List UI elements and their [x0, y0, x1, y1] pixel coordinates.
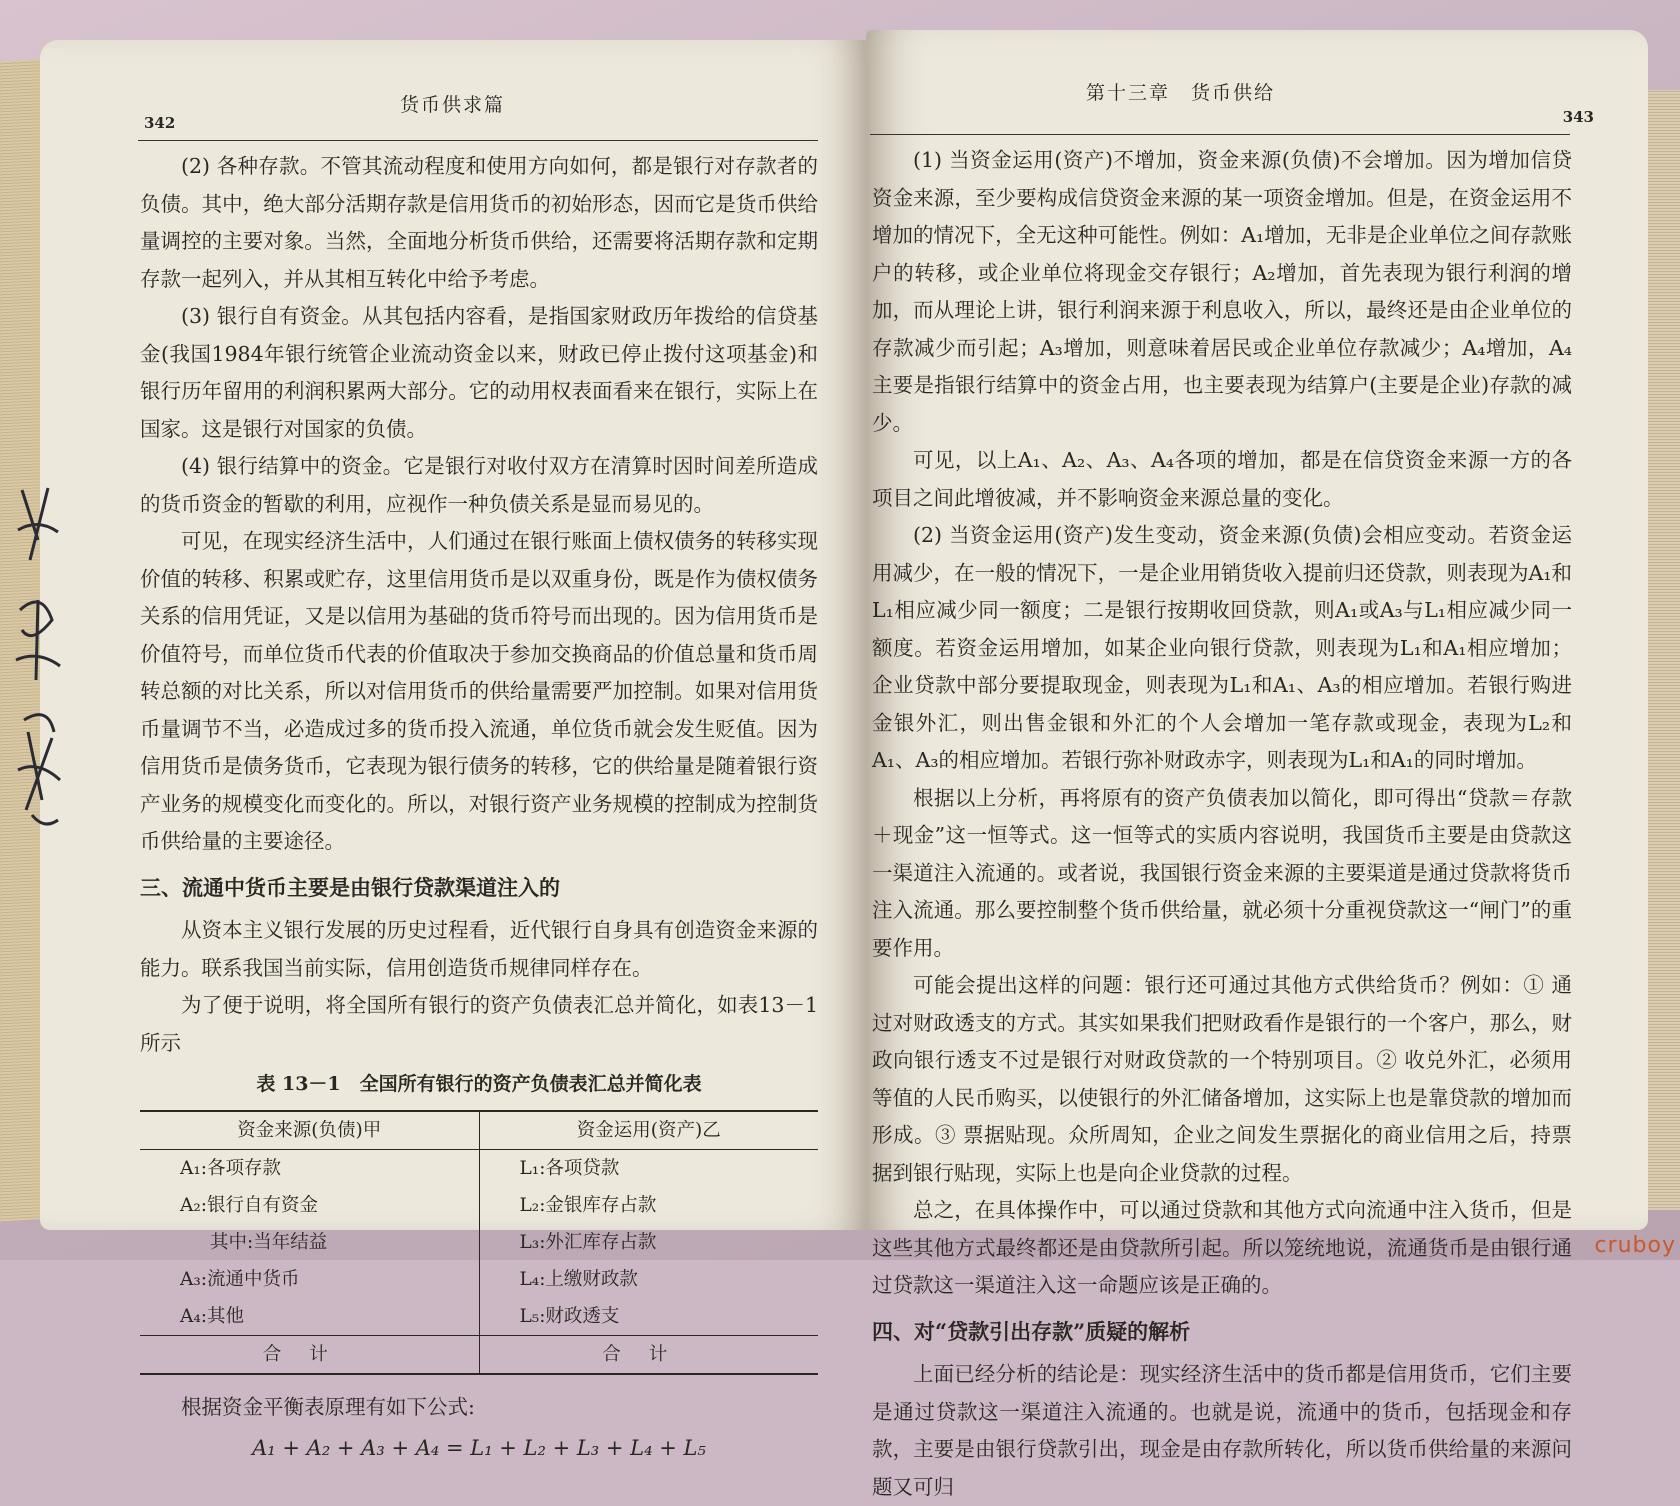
- section-heading: 三、流通中货币主要是由银行贷款渠道注入的: [140, 874, 560, 900]
- table-total-row: [140, 1335, 818, 1374]
- column-header-assets: 资金运用(资产)乙: [479, 1111, 818, 1150]
- left-page-number: 342: [144, 114, 176, 132]
- handwritten-signature: [8, 470, 68, 850]
- paragraph: 总之，在具体操作中，可以通过贷款和其他方式向流通中注入货币，但是这些其他方式最终都还是由贷款所引起。所以笼统地说，流通货币是由银行通过贷款这一渠道注入这一命题应该是正确的。: [872, 1198, 1572, 1297]
- right-running-head: 第十三章 货币供给: [1086, 82, 1276, 104]
- paragraph: (2) 当资金运用(资产)发生变动，资金来源(负债)会相应变动。若资金运用减少，在一般的情况下，一是企业用销货收入提前归还贷款，则表现为A₁和L₁相应减少同一额度；二是银行按期收回贷款，则A₁或A₃与L₁相应减少同一额度。若资金运用增加，如某企业向银行贷款，则表现为L₁和A₁相应增加；企业贷款中部分要提取现金，则表现为L₁和A₁、A₃的相应增加。若银行购进金银外汇，则出售金银和外汇的个人会增加一笔存款或现金，表现为L₂和A₁、A₃的相应增加。若银行弥补财政赤字，则表现为L₁和A₁的同时增加。: [872, 523, 1572, 772]
- right-page-number: 343: [1562, 108, 1594, 126]
- table-cell: A₃:流通中货币: [140, 1261, 479, 1298]
- table-row: [140, 1224, 818, 1261]
- table-caption: 表 13－1 全国所有银行的资产负债表汇总并简化表: [256, 1073, 702, 1095]
- table-cell: L₂:金银库存占款: [519, 1194, 657, 1216]
- table-cell: A₄:其他: [140, 1298, 479, 1336]
- paragraph: 从资本主义银行发展的历史过程看，近代银行自身具有创造资金来源的能力。联系我国当前实际，信用创造货币规律同样存在。: [140, 918, 818, 980]
- paragraph: (1) 当资金运用(资产)不增加，资金来源(负债)不会增加。因为增加信贷资金来源，至少要构成信贷资金来源的某一项资金增加。但是，在资金运用不增加的情况下，全无这种可能性。例如：A₁增加，无非是企业单位之间存款账户的转移，或企业单位将现金交存银行；A₂增加，首先表现为银行利润的增加，而从理论上讲，银行利润来源于利息收入，所以，最终还是由企业单位的存款减少而引起；A₃增加，则意味着居民或企业单位存款减少；A₄增加，A₄主要是指银行结算中的资金占用，也主要表现为结算户(主要是企业)存款的减少。: [872, 148, 1572, 435]
- paragraph: 为了便于说明，将全国所有银行的资产负债表汇总并简化，如表13－1所示: [140, 993, 818, 1055]
- paragraph: 可见，在现实经济生活中，人们通过在银行账面上债权债务的转移实现价值的转移、积累或贮存，这里信用货币是以双重身份，既是作为债权债务关系的信用凭证，又是以信用为基础的货币符号而出现的。因为信用货币是价值符号，而单位货币代表的价值取决于参加交换商品的价值总量和货币周转总额的对比关系，所以对信用货币的供给量需要严加控制。如果对信用货币量调节不当，必造成过多的货币投入流通，单位货币就会发生贬值。因为信用货币是债务货币，它表现为银行债务的转移，它的供给量是随着银行资产业务的规模变化而变化的。所以，对银行资产业务规模的控制成为控制货币供给量的主要途径。: [140, 529, 818, 853]
- balance-sheet-table: [140, 1110, 818, 1375]
- paragraph: 可能会提出这样的问题：银行还可通过其他方式供给货币？例如：① 通过对财政透支的方式。其实如果我们把财政看作是银行的一个客户，那么，财政向银行透支不过是银行对财政贷款的一个特别项目。② 收兑外汇，必须用等值的人民币购买，以使银行的外汇储备增加，这实际上也是靠贷款的增加而形成。③ 票据贴现。众所周知，企业之间发生票据化的商业信用之后，持票据到银行贴现，实际上也是向企业贷款的过程。: [872, 973, 1572, 1185]
- left-header-rule: [138, 140, 818, 141]
- table-cell: L₅:财政透支: [519, 1305, 620, 1327]
- paragraph: (4) 银行结算中的资金。它是银行对收付双方在清算时因时间差所造成的货币资金的暂歇的利用，应视作一种负债关系是显而易见的。: [140, 454, 818, 516]
- table-row: [140, 1187, 818, 1224]
- paragraph: 上面已经分析的结论是：现实经济生活中的货币都是信用货币，它们主要是通过贷款这一渠道注入流通的。也就是说，流通中的货币，包括现金和存款，主要是由银行贷款引出，现金是由存款所转化，所以货币供给量的来源问题又可归: [872, 1362, 1572, 1499]
- total-cell-left: 合计: [140, 1335, 479, 1374]
- table-row: [140, 1261, 818, 1298]
- table-cell: L₃:外汇库存占款: [519, 1231, 657, 1253]
- table-cell: L₁:各项贷款: [519, 1157, 620, 1179]
- section-heading: 四、对“贷款引出存款”质疑的解析: [872, 1318, 1191, 1344]
- paragraph: (3) 银行自有资金。从其包括内容看，是指国家财政历年拨给的信贷基金(我国1984年银行统管企业流动资金以来，财政已停止拨付这项基金)和银行历年留用的利润积累两大部分。它的动用权表面看来在银行，实际上在国家。这是银行对国家的负债。: [140, 304, 818, 441]
- left-page: [40, 40, 870, 1460]
- table-cell: L₄:上缴财政款: [519, 1268, 638, 1290]
- table-row: [140, 1149, 818, 1187]
- table-row: [140, 1298, 818, 1336]
- paragraph: (2) 各种存款。不管其流动程度和使用方向如何，都是银行对存款者的负债。其中，绝大部分活期存款是信用货币的初始形态，因而它是货币供给量调控的主要对象。当然，全面地分析货币供给，还需要将活期存款和定期存款一起列入，并从其相互转化中给予考虑。: [140, 154, 818, 291]
- right-body: [872, 142, 1572, 1506]
- balance-formula: A₁ + A₂ + A₃ + A₄ = L₁ + L₂ + L₃ + L₄ + L₅: [252, 1436, 706, 1460]
- formula-intro: 根据资金平衡表原理有如下公式:: [181, 1394, 475, 1419]
- total-cell-right: 合计: [479, 1335, 818, 1374]
- left-running-head: 货币供求篇: [400, 94, 506, 116]
- left-body: [140, 148, 818, 1468]
- table-cell: A₂:银行自有资金: [140, 1187, 479, 1224]
- table-cell: 其中:当年结益: [140, 1224, 479, 1261]
- right-header-rule: [870, 134, 1570, 135]
- table-cell: A₁:各项存款: [140, 1149, 479, 1187]
- watermark: cruboy: [1594, 1233, 1676, 1258]
- paragraph: 可见，以上A₁、A₂、A₃、A₄各项的增加，都是在信贷资金来源一方的各项目之间此增彼减，并不影响资金来源总量的变化。: [872, 448, 1572, 510]
- paragraph: 根据以上分析，再将原有的资产负债表加以简化，即可得出“贷款＝存款＋现金”这一恒等式。这一恒等式的实质内容说明，我国货币主要是由贷款这一渠道注入流通的。或者说，我国银行资金来源的主要渠道是通过贷款将货币注入流通。那么要控制整个货币供给量，就必须十分重视贷款这一“闸门”的重要作用。: [872, 785, 1572, 960]
- column-header-liabilities: 资金来源(负债)甲: [140, 1111, 479, 1150]
